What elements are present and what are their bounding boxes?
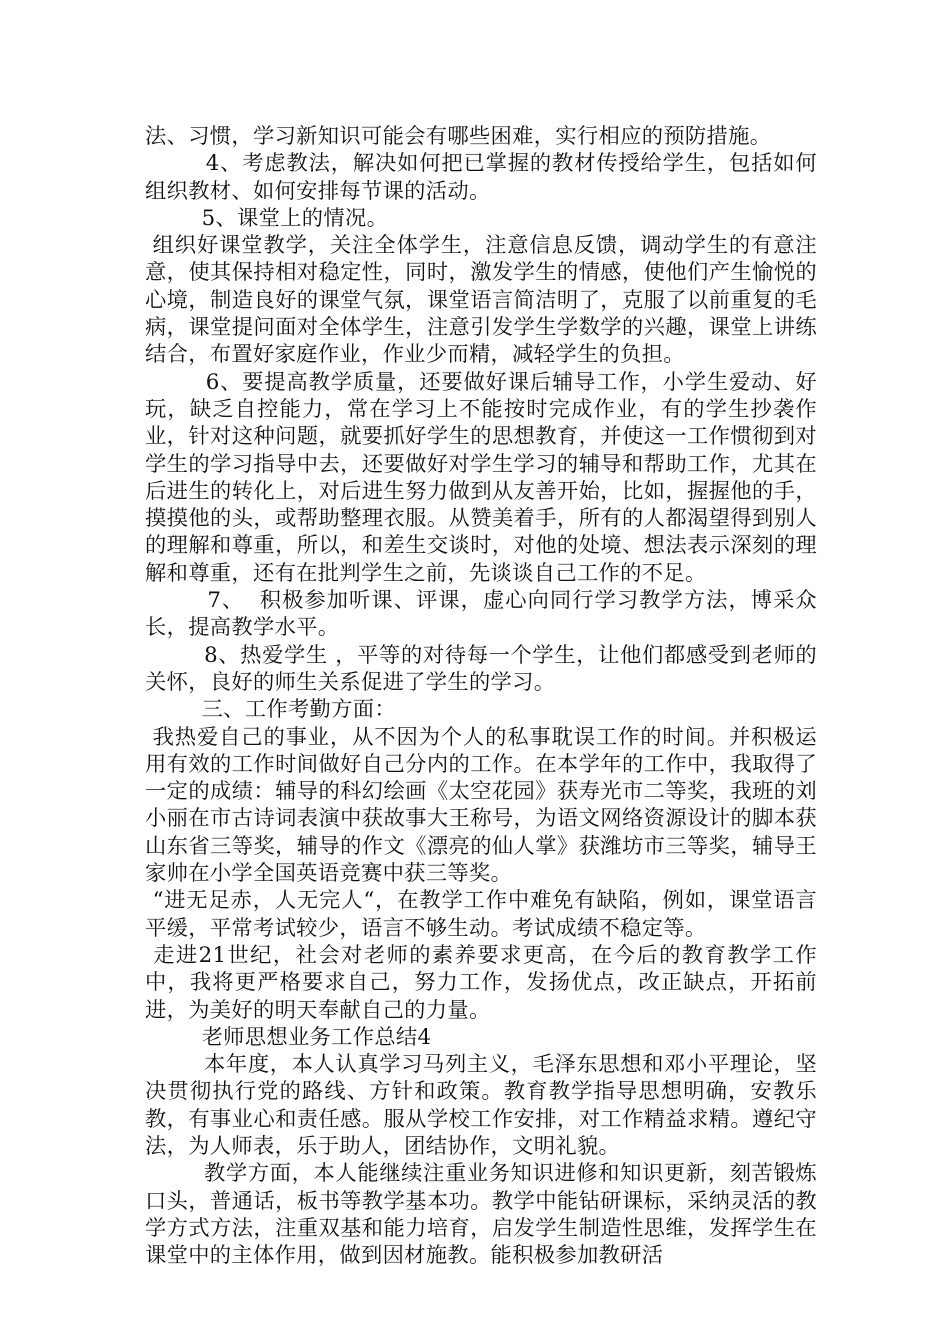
paragraph-11: 走进21世纪，社会对老师的素养要求更高，在今后的教育教学工作中，我将更严格要求自己，努力工作，发扬优点，改正缺点，开拓前进，为美好的明天奉献自己的力量。 (145, 942, 817, 1023)
document-body (145, 123, 817, 1269)
section-title-summary-4: 老师思想业务工作总结4 (145, 1024, 432, 1050)
paragraph-2: 4、考虑教法，解决如何把已掌握的教材传授给学生，包括如何组织教材、如何安排每节课的活动。 (145, 151, 817, 204)
paragraph-9: 我热爱自己的事业，从不因为个人的私事耽误工作的时间。并积极运用有效的工作时间做好自己分内的工作。在本学年的工作中，我取得了一定的成绩：辅导的科幻绘画《太空花园》获寿光市二等奖，我班的刘小丽在市古诗词表演中获故事大王称号，为语文网络资源设计的脚本获山东省三等奖，辅导的作文《漂亮的仙人掌》获潍坊市三等奖，辅导王家帅在小学全国英语竞赛中获三等奖。 (145, 724, 817, 887)
paragraph-14: 教学方面，本人能继续注重业务知识进修和知识更新，刻苦锻炼口头，普通话，板书等教学基本功。教学中能钻研课标，采纳灵活的教学方式方法，注重双基和能力培育，启发学生制造性思维，发挥学生在课堂中的主体作用，做到因材施教。能积极参加教研活 (145, 1161, 817, 1269)
paragraph-3: 5、课堂上的情况。 (145, 205, 389, 231)
paragraph-6: 7、 积极参加听课、评课，虚心向同行学习教学方法，博采众长，提高教学水平。 (145, 588, 817, 641)
paragraph-4: 组织好课堂教学，关注全体学生，注意信息反馈，调动学生的有意注意，使其保持相对稳定性，同时，激发学生的情感，使他们产生愉悦的心境，制造良好的课堂气氛，课堂语言简洁明了，克服了以前重复的毛病，课堂提问面对全体学生，注意引发学生学数学的兴趣，课堂上讲练结合，布置好家庭作业，作业少而精，减轻学生的负担。 (145, 233, 817, 368)
section-heading-attendance: 三、工作考勤方面： (145, 697, 396, 723)
paragraph-13: 本年度，本人认真学习马列主义，毛泽东思想和邓小平理论，坚决贯彻执行党的路线、方针和政策。教育教学指导思想明确，安教乐教，有事业心和责任感。服从学校工作安排，对工作精益求精。遵纪守法，为人师表，乐于助人，团结协作，文明礼貌。 (145, 1052, 817, 1159)
paragraph-5: 6、要提高教学质量，还要做好课后辅导工作，小学生爱动、好玩，缺乏自控能力，常在学习上不能按时完成作业，有的学生抄袭作业，针对这种问题，就要抓好学生的思想教育，并使这一工作惯彻到对学生的学习指导中去，还要做好对学生学习的辅导和帮助工作，尤其在后进生的转化上，对后进生努力做到从友善开始，比如，握握他的手，摸摸他的头，或帮助整理衣服。从赞美着手，所有的人都渴望得到别人的理解和尊重，所以，和差生交谈时，对他的处境、想法表示深刻的理解和尊重，还有在批判学生之前，先谈谈自己工作的不足。 (145, 369, 817, 586)
paragraph-7: 8、热爱学生 ，平等的对待每一个学生，让他们都感受到老师的关怀，良好的师生关系促进了学生的学习。 (145, 642, 817, 695)
paragraph-10: “进无足赤，人无完人“，在教学工作中难免有缺陷，例如，课堂语言平缓，平常考试较少，语言不够生动。考试成绩不稳定等。 (145, 888, 817, 941)
paragraph-1: 法、习惯，学习新知识可能会有哪些困难，实行相应的预防措施。 (145, 124, 772, 149)
